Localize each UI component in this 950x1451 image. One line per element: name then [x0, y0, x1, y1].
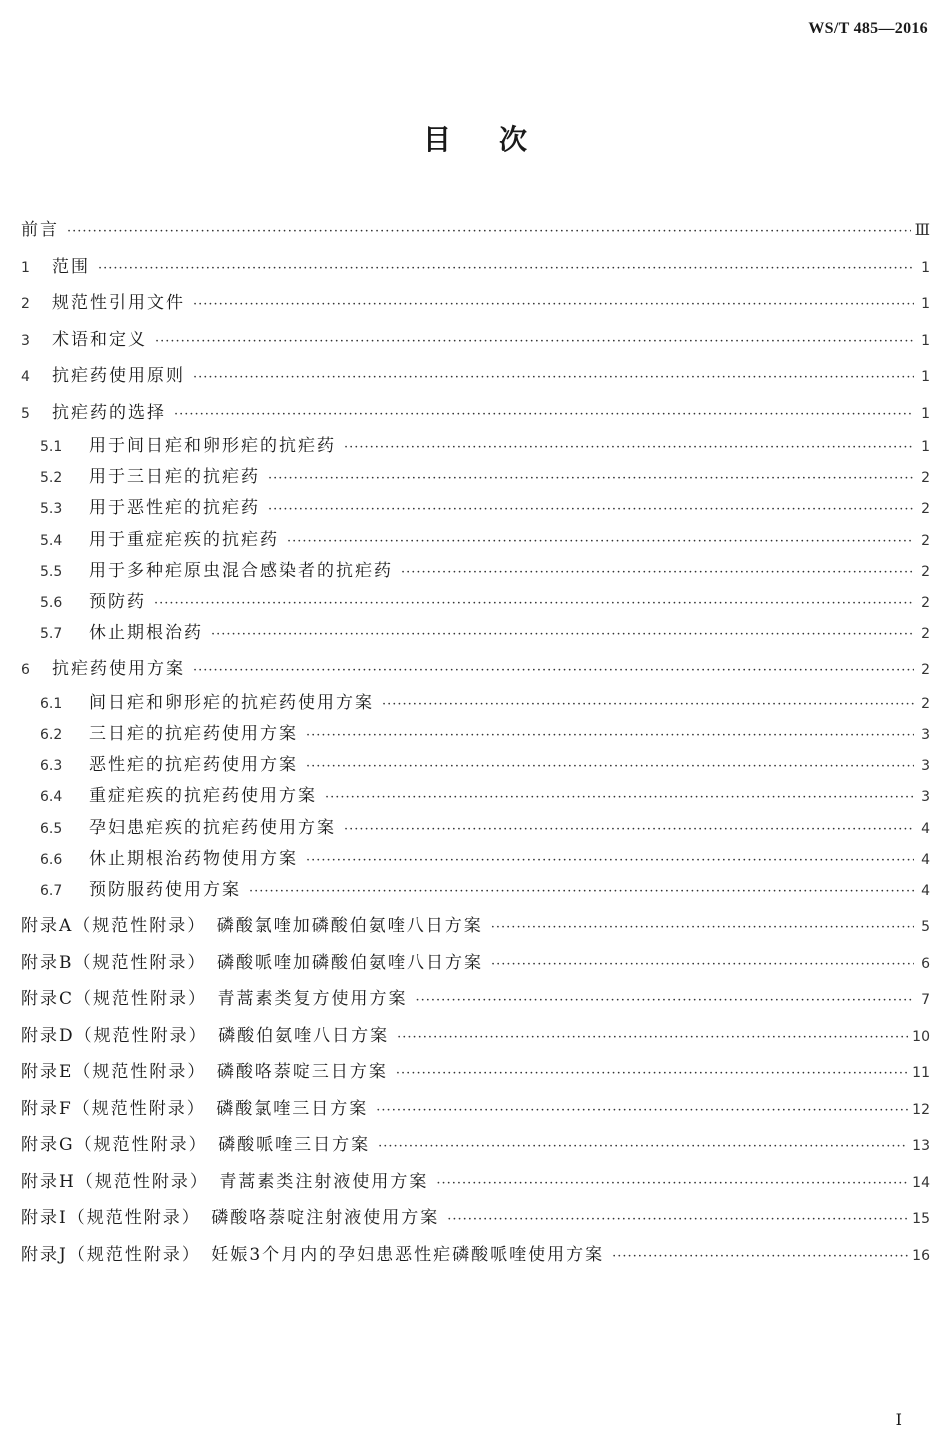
toc-entry-label: 前言 [21, 220, 59, 240]
dot-leader [436, 1166, 908, 1203]
toc-entry-page: 1 [921, 369, 930, 385]
toc-entry[interactable] [21, 651, 930, 688]
toc-entry[interactable] [21, 844, 930, 875]
toc-entry[interactable] [21, 1127, 930, 1164]
toc-entry[interactable] [21, 750, 930, 781]
dot-leader [193, 287, 914, 324]
toc-entry-page: 11 [912, 1065, 930, 1082]
toc-entry-number: 6 [21, 662, 30, 679]
toc-entry-number: 5.5 [40, 563, 63, 580]
toc-entry-label: 附录I（规范性附录） 磷酸咯萘啶注射液使用方案 [21, 1208, 440, 1229]
toc-entry-label: 规范性引用文件 [52, 293, 185, 313]
toc-entry-label: 用于重症疟疾的抗疟药 [89, 529, 279, 550]
toc-entry-label: 孕妇患疟疾的抗疟药使用方案 [89, 817, 336, 838]
dot-leader [491, 910, 914, 947]
toc-entry-number: 5.1 [40, 439, 63, 455]
toc-entry-page: 5 [921, 919, 930, 936]
toc-entry-number: 3 [21, 332, 30, 349]
toc-entry-label: 预防服药使用方案 [89, 879, 241, 900]
toc-entry-label: 休止期根治药 [89, 623, 203, 644]
dot-leader [268, 494, 914, 525]
toc-entry[interactable] [21, 908, 930, 945]
toc-entry-page: 2 [921, 470, 930, 487]
toc-entry[interactable] [21, 249, 930, 286]
toc-entry-page: 2 [921, 626, 930, 643]
toc-entry-label: 附录J（规范性附录） 妊娠3个月内的孕妇患恶性疟磷酸哌喹使用方案 [21, 1244, 605, 1265]
dot-leader [382, 689, 914, 720]
toc-entry-label: 用于三日疟的抗疟药 [89, 467, 260, 488]
toc-entry-page: 2 [921, 563, 930, 580]
toc-entry-page: 2 [921, 695, 930, 712]
toc-entry-page: 2 [921, 594, 930, 611]
toc-entry-label: 休止期根治药物使用方案 [89, 848, 298, 869]
toc-entry-label: 抗疟药的选择 [52, 402, 166, 423]
dot-leader [174, 397, 914, 434]
toc-entry-number: 6.5 [40, 820, 63, 837]
toc-entry[interactable] [21, 285, 930, 322]
toc-entry-label: 三日疟的抗疟药使用方案 [89, 724, 298, 744]
toc-entry[interactable] [21, 1054, 930, 1091]
toc-entry[interactable] [21, 1237, 930, 1274]
toc-entry-label: 抗疟药使用原则 [52, 366, 185, 386]
toc-entry-page: 1 [921, 296, 930, 312]
dot-leader [211, 619, 914, 650]
toc-entry-label: 间日疟和卵形疟的抗疟药使用方案 [89, 692, 374, 713]
toc-entry-number: 6.6 [40, 851, 63, 868]
toc-entry-page: 4 [921, 851, 930, 868]
toc-entry[interactable] [21, 688, 930, 719]
toc-entry-number: 5.3 [40, 501, 63, 518]
toc-entry-page: 1 [921, 405, 930, 422]
toc-entry-label: 范围 [52, 256, 90, 277]
toc-entry-number: 6.7 [40, 882, 63, 899]
toc-entry-page: 2 [921, 532, 930, 549]
toc-entry[interactable] [21, 1018, 930, 1055]
toc-entry-label: 附录C（规范性附录） 青蒿素类复方使用方案 [21, 989, 408, 1010]
toc-entry[interactable] [21, 618, 930, 649]
toc-entry[interactable] [21, 525, 930, 556]
toc-entry[interactable] [21, 1200, 930, 1237]
dot-leader [306, 845, 914, 876]
toc-entry-label: 附录F（规范性附录） 磷酸氯喹三日方案 [21, 1098, 369, 1119]
toc-entry-page: 3 [921, 727, 930, 743]
toc-entry[interactable] [21, 493, 930, 524]
dot-leader [378, 1129, 908, 1166]
toc-entry-label: 附录G（规范性附录） 磷酸哌喹三日方案 [21, 1135, 371, 1156]
toc-entry-page: 3 [921, 758, 930, 775]
toc-entry-label: 预防药 [89, 591, 146, 612]
footer-page-number: I [895, 1410, 902, 1429]
toc-entry-number: 5.6 [40, 594, 63, 611]
toc-entry-page: Ⅲ [914, 220, 930, 239]
toc-entry[interactable] [21, 431, 930, 462]
dot-leader [193, 653, 914, 690]
toc-entry-page: 4 [921, 882, 930, 899]
toc-entry-label: 用于多种疟原虫混合感染者的抗疟药 [89, 560, 393, 581]
dot-leader [491, 947, 914, 984]
toc-entry[interactable] [21, 981, 930, 1018]
toc-entry-number: 5 [21, 405, 30, 422]
dot-leader [397, 1020, 908, 1057]
dot-leader [612, 1239, 908, 1276]
toc-entry[interactable] [21, 556, 930, 587]
dot-leader [98, 251, 914, 288]
toc-entry[interactable] [21, 719, 930, 750]
toc-entry-label: 恶性疟的抗疟药使用方案 [89, 755, 298, 776]
toc-entry-number: 6.2 [40, 727, 63, 743]
toc-entry-label: 附录E（规范性附录） 磷酸咯萘啶三日方案 [21, 1062, 388, 1083]
toc-entry-number: 1 [21, 259, 30, 276]
toc-entry-page: 12 [912, 1101, 930, 1118]
toc-entry-page: 13 [912, 1138, 930, 1155]
toc-entry-page: 14 [912, 1174, 930, 1191]
dot-leader [396, 1056, 908, 1093]
toc-entry[interactable] [21, 1164, 930, 1201]
toc-entry-page: 10 [912, 1028, 930, 1045]
dot-leader [344, 814, 914, 845]
toc-entry-label: 术语和定义 [52, 329, 147, 350]
dot-leader [249, 876, 914, 907]
toc-entry[interactable] [21, 395, 930, 432]
standard-code: WS/T 485—2016 [808, 20, 928, 37]
dot-leader [325, 782, 914, 813]
table-of-contents [21, 212, 930, 1273]
toc-entry-label: 用于恶性疟的抗疟药 [89, 498, 260, 519]
dot-leader [67, 214, 911, 251]
dot-leader [287, 526, 914, 557]
toc-entry-page: 1 [921, 439, 930, 455]
dot-leader [447, 1202, 908, 1239]
toc-entry[interactable] [21, 1091, 930, 1128]
toc-entry-page: 7 [921, 992, 930, 1009]
toc-entry-page: 4 [921, 820, 930, 837]
toc-entry-label: 重症疟疾的抗疟药使用方案 [89, 786, 317, 807]
toc-entry[interactable] [21, 358, 930, 395]
toc-entry-page: 1 [921, 332, 930, 349]
dot-leader [401, 557, 914, 588]
dot-leader [376, 1093, 908, 1130]
toc-entry-page: 1 [921, 259, 930, 276]
dot-leader [344, 432, 914, 463]
toc-entry-page: 3 [921, 789, 930, 806]
toc-entry-number: 5.7 [40, 626, 63, 643]
toc-entry-number: 4 [21, 369, 30, 385]
toc-entry-page: 6 [921, 955, 930, 972]
toc-entry-number: 6.1 [40, 695, 63, 712]
toc-entry[interactable] [21, 813, 930, 844]
dot-leader [155, 324, 914, 361]
dot-leader [268, 463, 914, 494]
toc-entry-label: 抗疟药使用方案 [52, 659, 185, 680]
dot-leader [193, 360, 914, 397]
toc-entry-number: 6.4 [40, 789, 63, 806]
dot-leader [416, 983, 914, 1020]
dot-leader [306, 751, 914, 782]
toc-entry[interactable] [21, 462, 930, 493]
toc-entry-page: 2 [921, 501, 930, 518]
dot-leader [154, 588, 914, 619]
toc-entry[interactable] [21, 322, 930, 359]
toc-entry-number: 5.2 [40, 470, 63, 487]
toc-entry-number: 6.3 [40, 758, 63, 775]
toc-entry-number: 5.4 [40, 532, 63, 549]
dot-leader [306, 720, 914, 751]
toc-entry[interactable] [21, 212, 930, 249]
toc-entry-page: 2 [921, 662, 930, 679]
toc-entry-label: 附录A（规范性附录） 磷酸氯喹加磷酸伯氨喹八日方案 [21, 916, 483, 937]
toc-entry[interactable] [21, 781, 930, 812]
page-title: 目次 [422, 123, 575, 156]
toc-entry-page: 15 [912, 1211, 930, 1228]
toc-entry-page: 16 [912, 1247, 930, 1264]
toc-entry-label: 附录B（规范性附录） 磷酸哌喹加磷酸伯氨喹八日方案 [21, 952, 483, 973]
toc-entry[interactable] [21, 875, 930, 906]
toc-entry-number: 2 [21, 296, 30, 312]
toc-entry-label: 附录H（规范性附录） 青蒿素类注射液使用方案 [21, 1171, 429, 1192]
toc-entry-label: 附录D（规范性附录） 磷酸伯氨喹八日方案 [21, 1025, 390, 1046]
toc-entry[interactable] [21, 945, 930, 982]
toc-entry[interactable] [21, 587, 930, 618]
toc-entry-label: 用于间日疟和卵形疟的抗疟药 [89, 436, 336, 456]
